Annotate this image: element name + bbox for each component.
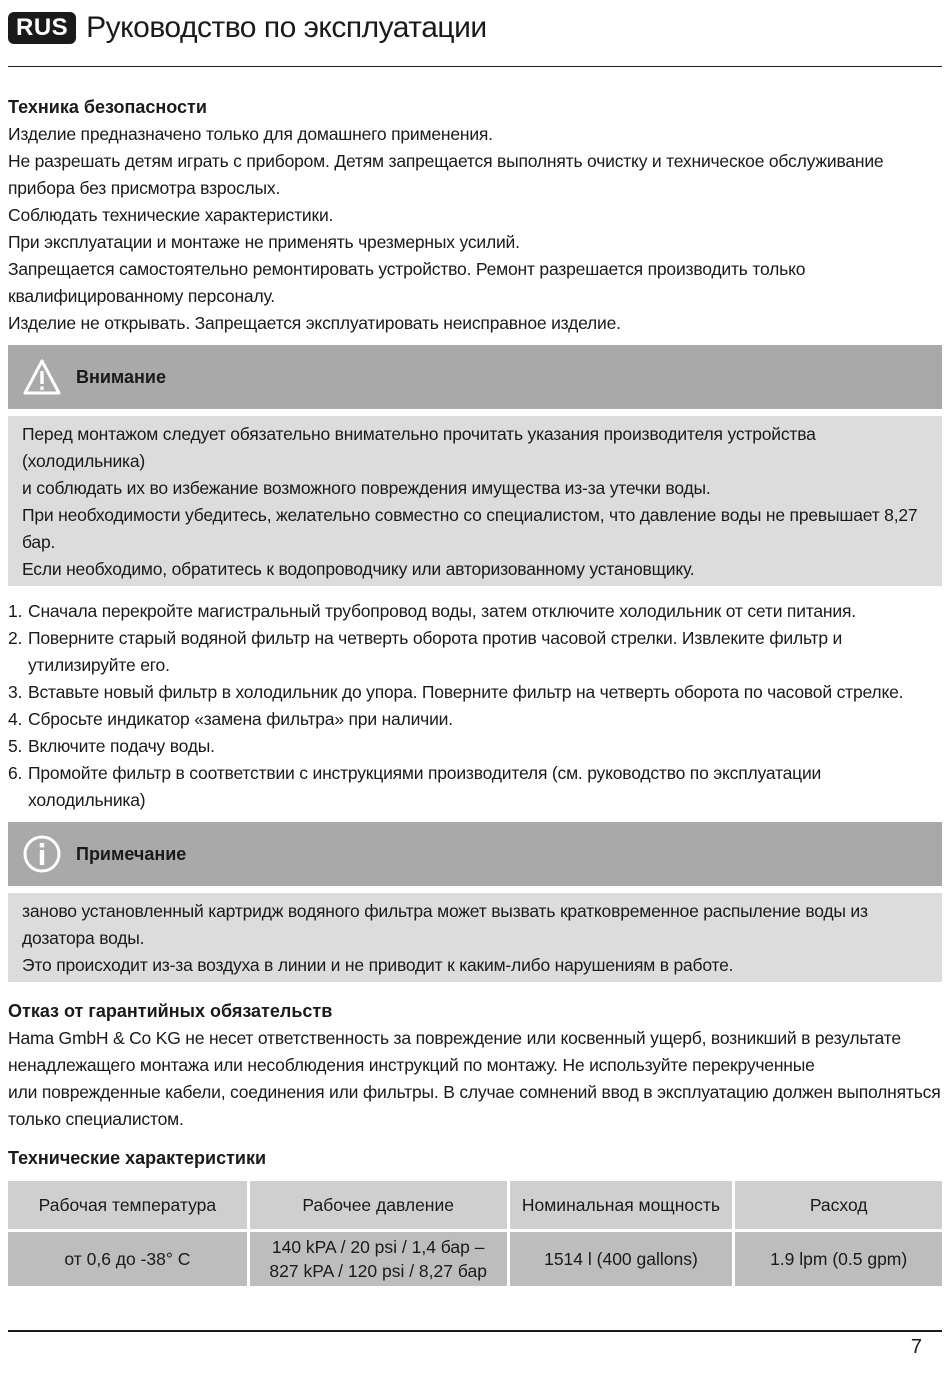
- note-line: заново установленный картридж водяного фильтра может вызвать кратковременное распыление воды из дозатора воды.: [22, 901, 868, 948]
- step-text: Вставьте новый фильтр в холодильник до упора. Поверните фильтр на четверть оборота по часовой стрелке.: [28, 682, 904, 702]
- step-text: Сбросьте индикатор «замена фильтра» при наличии.: [28, 709, 453, 729]
- step-text: Промойте фильтр в соответствии с инструкциями производителя (см. руководство по эксплуатации холодильника): [28, 763, 822, 810]
- warning-header: [8, 345, 942, 409]
- warning-body: [8, 416, 942, 586]
- installation-steps: [8, 598, 942, 814]
- note-box: [8, 822, 942, 982]
- note-body: [8, 893, 942, 982]
- step-number: 3.: [8, 682, 23, 702]
- step-item: [8, 760, 942, 814]
- specs-section: [8, 1145, 942, 1289]
- table-cell: от 0,6 до -38° C: [8, 1232, 247, 1286]
- step-number: 6.: [8, 763, 23, 783]
- step-number: 2.: [8, 628, 23, 648]
- safety-line: При эксплуатации и монтаже не применять чрезмерных усилий.: [8, 232, 520, 252]
- safety-line: Изделие не открывать. Запрещается эксплуатировать неисправное изделие.: [8, 313, 621, 333]
- safety-line: Запрещается самостоятельно ремонтировать устройство. Ремонт разрешается производить только квалифицированному персоналу.: [8, 259, 806, 306]
- warranty-line: или поврежденные кабели, соединения или фильтры. В случае сомнений ввод в эксплуатацию должен выполняться только специалистом.: [8, 1082, 941, 1129]
- column-header: Рабочая температура: [8, 1181, 247, 1229]
- step-item: [8, 706, 942, 733]
- warning-box: [8, 345, 942, 586]
- step-item: [8, 598, 942, 625]
- page-header: [8, 8, 487, 48]
- step-text: Включите подачу воды.: [28, 736, 215, 756]
- warning-label: Внимание: [76, 366, 166, 387]
- warning-line: При необходимости убедитесь, желательно совместно со специалистом, что давление воды не превышает 8,27 бар.: [22, 505, 918, 552]
- step-text: Сначала перекройте магистральный трубопровод воды, затем отключите холодильник от сети питания.: [28, 601, 856, 621]
- table-cell: 1.9 lpm (0.5 gpm): [735, 1232, 942, 1286]
- page-content: [8, 94, 942, 1289]
- step-number: 1.: [8, 601, 23, 621]
- note-header: [8, 822, 942, 886]
- column-header: Расход: [735, 1181, 942, 1229]
- warning-triangle-icon: [22, 357, 62, 397]
- table-header-row: [8, 1181, 942, 1229]
- safety-heading: Техника безопасности: [8, 97, 207, 117]
- note-line: Это происходит из-за воздуха в линии и не приводит к каким-либо нарушениям в работе.: [22, 955, 734, 975]
- safety-line: Изделие предназначено только для домашнего применения.: [8, 124, 493, 144]
- info-icon: [22, 834, 62, 874]
- step-text: Поверните старый водяной фильтр на четверть оборота против часовой стрелки. Извлеките фильтр и утилизируйте его.: [28, 628, 843, 675]
- table-cell: 1514 l (400 gallons): [510, 1232, 733, 1286]
- table-cell: 140 kPA / 20 psi / 1,4 бар – 827 kPA / 120 psi / 8,27 бар: [250, 1232, 507, 1286]
- step-number: 4.: [8, 709, 23, 729]
- document-title: Руководство по эксплуатации: [86, 11, 487, 44]
- warranty-section: [8, 998, 942, 1133]
- column-header: Рабочее давление: [250, 1181, 507, 1229]
- note-label: Примечание: [76, 843, 187, 864]
- language-badge: RUS: [8, 12, 76, 44]
- header-divider: [8, 66, 942, 67]
- footer-divider: [8, 1330, 942, 1332]
- warning-line: Если необходимо, обратитесь к водопроводчику или авторизованному установщику.: [22, 559, 695, 579]
- safety-line: Не разрешать детям играть с прибором. Детям запрещается выполнять очистку и техническое обслуживание прибора без присмотра взрослых.: [8, 151, 884, 198]
- warning-line: Перед монтажом следует обязательно внимательно прочитать указания производителя устройства (холодильника): [22, 424, 816, 471]
- warranty-heading: Отказ от гарантийных обязательств: [8, 1001, 333, 1021]
- table-row: [8, 1232, 942, 1286]
- step-item: [8, 733, 942, 760]
- step-item: [8, 679, 942, 706]
- warranty-line: Hama GmbH & Co KG не несет ответственность за повреждение или косвенный ущерб, возникший в результате ненадлежащего монтажа или несоблюдения инструкций по монтажу. Не используйте перекрученные: [8, 1028, 901, 1075]
- column-header: Номинальная мощность: [510, 1181, 733, 1229]
- specs-heading: Технические характеристики: [8, 1148, 267, 1168]
- step-number: 5.: [8, 736, 23, 756]
- safety-section: [8, 94, 942, 337]
- warning-line: и соблюдать их во избежание возможного повреждения имущества из-за утечки воды.: [22, 478, 711, 498]
- safety-line: Соблюдать технические характеристики.: [8, 205, 334, 225]
- page-number: 7: [910, 1336, 922, 1358]
- specs-table: [5, 1178, 945, 1289]
- step-item: [8, 625, 942, 679]
